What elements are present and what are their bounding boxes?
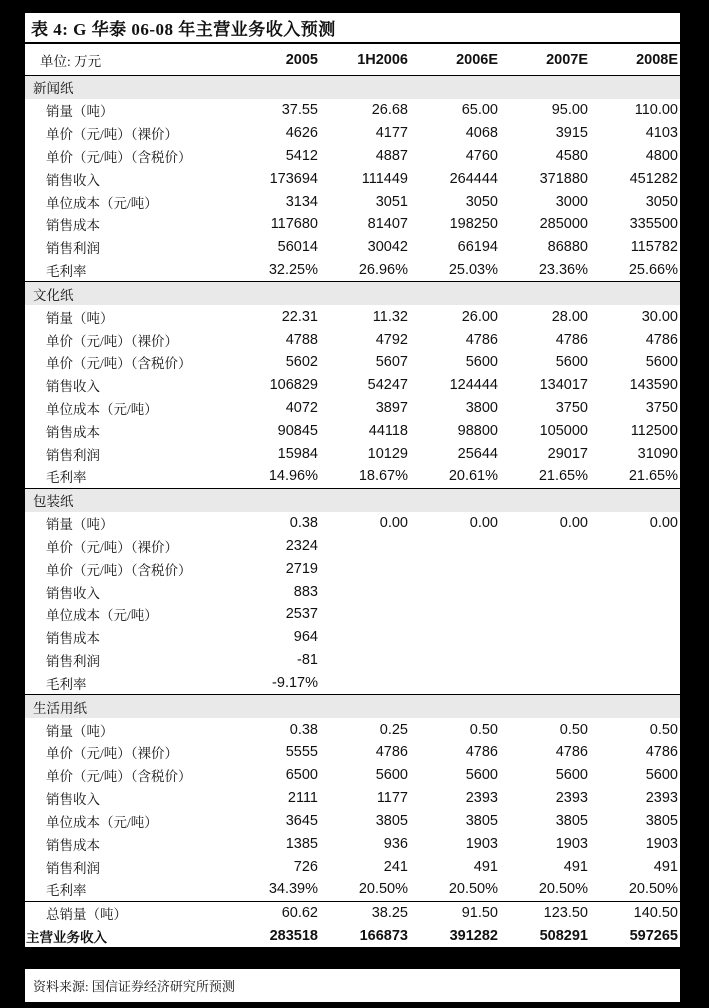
section-name: 包装纸 [25,488,680,511]
value-cell: 66194 [457,239,498,256]
row-label: 销售成本 [46,424,100,440]
table-row [25,580,680,603]
value-cell: 726 [293,858,318,875]
value-cell: 22.31 [281,308,318,325]
value-cell: 491 [473,858,498,875]
value-cell [320,535,410,558]
row-label: 单位成本（元/吨） [46,814,158,830]
value-cell: 4786 [465,331,498,348]
table-row [25,741,680,764]
row-label: 毛利率 [25,259,230,282]
value-cell [590,557,680,580]
value-cell: 32.25% [230,259,320,282]
value-cell: 1903 [465,835,498,852]
row-label: 单价（元/吨）（含税价） [46,562,192,578]
row-label: 销售利润 [46,241,100,257]
value-cell: 3645 [285,812,318,829]
section-header-row [25,695,680,718]
value-cell: 3805 [555,812,588,829]
value-cell: 4760 [465,147,498,164]
value-cell: 3050 [645,193,678,210]
value-cell: 4068 [465,125,498,142]
table-row [25,236,680,259]
value-cell: 111449 [361,170,408,187]
value-cell [590,535,680,558]
row-label: 毛利率 [25,465,230,488]
col-header-2007e: 2007E [500,44,590,76]
value-cell: 26.96% [320,259,410,282]
row-label: 销售收入 [46,792,100,808]
row-label: 销量（吨） [46,310,114,326]
value-cell: 3051 [375,193,408,210]
value-cell: 115782 [630,239,678,256]
value-cell: 20.61% [410,465,500,488]
table-row [25,672,680,695]
value-cell: 29017 [547,445,588,462]
value-cell: 4887 [375,147,408,164]
value-cell: 81407 [367,216,408,233]
table-row [25,419,680,442]
summary-value-cell: 508291 [539,928,588,945]
value-cell: 0.00 [379,515,408,532]
summary-label: 总销量（吨） [46,907,127,923]
value-cell: 21.65% [500,465,590,488]
value-cell: 1385 [285,835,318,852]
value-cell: 0.00 [469,515,498,532]
value-cell: 112500 [630,422,678,439]
value-cell: 18.67% [320,465,410,488]
value-cell: 4786 [555,744,588,761]
row-label: 销售收入 [46,585,100,601]
value-cell: 936 [383,835,408,852]
value-cell: 95.00 [551,102,588,119]
value-cell: 4626 [285,125,318,142]
value-cell: 65.00 [461,102,498,119]
value-cell: 4792 [375,331,408,348]
table-row [25,465,680,488]
value-cell: 2537 [285,606,318,623]
value-cell: 491 [563,858,588,875]
row-label: 单价（元/吨）（含税价） [46,769,192,785]
table-row [25,167,680,190]
summary-row [25,925,680,948]
value-cell: 5555 [285,744,318,761]
value-cell: 31090 [637,445,678,462]
value-cell: 5600 [465,354,498,371]
value-cell: 26.00 [461,308,498,325]
value-cell: 14.96% [230,465,320,488]
table-row [25,557,680,580]
value-cell: 44118 [368,422,408,439]
value-cell: 5600 [555,354,588,371]
value-cell: 37.55 [281,102,318,119]
value-cell [500,626,590,649]
value-cell [410,626,500,649]
value-cell [320,557,410,580]
value-cell: 5600 [645,767,678,784]
value-cell: 0.38 [289,515,318,532]
value-cell: 3134 [285,193,318,210]
row-label: 毛利率 [25,672,230,695]
value-cell: 1177 [376,790,408,807]
value-cell: 0.50 [559,721,588,738]
value-cell: 5600 [555,767,588,784]
value-cell [500,535,590,558]
row-label: 毛利率 [25,878,230,901]
value-cell: 20.50% [320,878,410,901]
value-cell: 6500 [285,767,318,784]
value-cell: 86880 [547,239,588,256]
value-cell: 4786 [645,331,678,348]
value-cell: 110.00 [634,102,678,119]
value-cell: 2393 [645,790,678,807]
value-cell [500,649,590,672]
section-header-row [25,488,680,511]
value-cell: 143590 [629,377,678,394]
row-label: 销售利润 [46,447,100,463]
value-cell: 3750 [555,400,588,416]
value-cell: 11.32 [372,308,408,325]
value-cell: 5412 [285,147,318,164]
row-label: 单价（元/吨）（含税价） [46,356,192,372]
value-cell: 117680 [270,216,318,233]
summary-value-cell: 38.25 [371,905,408,922]
value-cell: 0.00 [649,515,678,532]
value-cell [410,672,500,695]
value-cell: 0.38 [289,721,318,738]
value-cell: 335500 [629,216,678,233]
value-cell: 134017 [539,377,588,394]
table-row [25,190,680,213]
source-note [25,969,680,1002]
summary-value-cell: 283518 [269,928,318,945]
value-cell: 25.03% [410,259,500,282]
value-cell: 491 [653,858,678,875]
col-header-2006e: 2006E [410,44,500,76]
value-cell: 23.36% [500,259,590,282]
section-name: 新闻纸 [25,76,680,99]
value-cell: 371880 [539,170,588,187]
value-cell [590,672,680,695]
row-label: 单价（元/吨）（含税价） [46,149,192,165]
table-row [25,810,680,833]
value-cell: 26.68 [371,102,408,119]
summary-value-cell: 140.50 [633,905,678,922]
value-cell: 124444 [449,377,498,394]
value-cell: 4580 [555,147,588,164]
value-cell: 5600 [465,767,498,784]
row-label: 销售利润 [46,860,100,876]
table-row [25,764,680,787]
table-row [25,718,680,741]
report-table-card [25,13,680,947]
value-cell: 173694 [269,170,318,187]
row-label: 单位成本（元/吨） [46,195,158,211]
value-cell [500,603,590,626]
row-label: 销售成本 [46,631,100,647]
summary-label: 主营业务收入 [26,930,107,946]
table-row [25,535,680,558]
value-cell: 54247 [367,377,408,394]
value-cell: 3000 [555,193,588,210]
value-cell [590,580,680,603]
table-title-row [25,13,680,44]
value-cell: 264444 [449,170,498,187]
value-cell: 4800 [645,147,678,164]
value-cell: 5600 [375,767,408,784]
value-cell: 4786 [555,331,588,348]
value-cell [320,626,410,649]
table-row [25,512,680,535]
value-cell: -9.17% [230,672,320,695]
summary-value-cell: 597265 [629,928,678,945]
value-cell: 5607 [375,354,408,371]
value-cell: 4177 [375,125,408,142]
value-cell: 3050 [465,193,498,210]
col-header-2008e: 2008E [590,44,680,76]
table-row [25,374,680,397]
row-label: 单价（元/吨）（裸价） [46,539,179,555]
value-cell: 883 [293,583,318,600]
value-cell: 4103 [645,125,678,142]
table-row [25,397,680,420]
value-cell: 25644 [457,445,498,462]
value-cell: 0.00 [559,515,588,532]
value-cell [410,603,500,626]
row-label: 单价（元/吨）（裸价） [46,746,179,762]
table-row [25,351,680,374]
value-cell: 198250 [449,216,498,233]
value-cell: 2393 [465,790,498,807]
value-cell [320,649,410,672]
table-row [25,832,680,855]
value-cell: 34.39% [230,878,320,901]
value-cell: 0.25 [379,721,408,738]
value-cell: 5602 [285,354,318,371]
value-cell: 3897 [375,400,408,416]
row-label: 单位成本（元/吨） [46,402,158,417]
value-cell: 30.00 [641,308,678,325]
value-cell [500,580,590,603]
section-name: 生活用纸 [25,695,680,718]
row-label: 单价（元/吨）（裸价） [46,127,179,143]
value-cell: 964 [293,629,318,646]
section-header-row [25,282,680,305]
value-cell [410,557,500,580]
value-cell: 5600 [645,354,678,371]
row-label: 销售成本 [46,218,100,234]
row-label: 销售收入 [46,379,100,395]
value-cell: 20.50% [590,878,680,901]
value-cell: 4072 [285,400,318,416]
row-label: 销量（吨） [46,517,114,533]
value-cell: 2719 [285,560,318,577]
row-label: 销售成本 [46,837,100,853]
row-label: 销量（吨） [46,104,114,120]
value-cell: 15984 [277,445,318,462]
table-row [25,144,680,167]
summary-value-cell: 60.62 [281,905,318,922]
value-cell [590,626,680,649]
table-row [25,878,680,901]
row-label: 销售利润 [46,654,100,670]
value-cell: 285000 [539,216,588,233]
value-cell [590,603,680,626]
value-cell: 4786 [645,744,678,761]
table-row [25,442,680,465]
value-cell: 1903 [555,835,588,852]
unit-label: 单位: 万元 [25,44,230,76]
section-name: 文化纸 [25,282,680,305]
col-header-1h2006: 1H2006 [320,44,410,76]
value-cell: 4786 [465,744,498,761]
value-cell: 0.50 [469,721,498,738]
value-cell: 10129 [367,445,408,462]
value-cell: 20.50% [410,878,500,901]
table-row [25,213,680,236]
value-cell: 2324 [285,537,318,554]
summary-value-cell: 391282 [449,928,498,945]
value-cell: 105000 [539,422,588,439]
value-cell: 3750 [645,400,678,416]
summary-value-cell: 123.50 [543,905,588,922]
value-cell: 1903 [645,835,678,852]
table-row [25,305,680,328]
table-row [25,626,680,649]
value-cell [410,649,500,672]
row-label: 单位成本（元/吨） [46,608,158,624]
value-cell: 98800 [457,422,498,439]
value-cell: 3805 [375,812,408,829]
value-cell: 4788 [285,331,318,348]
value-cell [410,580,500,603]
table-row [25,99,680,122]
value-cell: 21.65% [590,465,680,488]
value-cell: 3915 [555,125,588,142]
row-label: 单价（元/吨）（裸价） [46,333,179,349]
col-header-2005: 2005 [230,44,320,76]
value-cell: 0.50 [649,721,678,738]
value-cell: 3805 [645,812,678,829]
value-cell [320,603,410,626]
value-cell: 28.00 [551,308,588,325]
value-cell [410,535,500,558]
source-text: 资料来源: 国信证券经济研究所预测 [33,979,235,994]
value-cell: 4786 [375,744,408,761]
value-cell [500,672,590,695]
value-cell: 3800 [465,400,498,416]
row-label: 销售收入 [46,172,100,188]
value-cell: 30042 [367,239,408,256]
summary-value-cell: 166873 [359,928,408,945]
summary-row [25,901,680,924]
value-cell: 2393 [555,790,588,807]
value-cell [590,649,680,672]
value-cell: 3805 [465,812,498,829]
value-cell: 451282 [629,170,678,187]
value-cell: 90845 [277,422,318,439]
value-cell [320,672,410,695]
table-row [25,122,680,145]
table-title: 表 4: G 华泰 06-08 年主营业务收入预测 [31,20,336,39]
row-label: 销量（吨） [46,723,114,739]
value-cell [320,580,410,603]
value-cell: 20.50% [500,878,590,901]
value-cell: 241 [383,858,408,875]
table-row [25,328,680,351]
value-cell: 56014 [277,239,318,256]
value-cell: -81 [297,652,318,669]
value-cell: 106829 [269,377,318,394]
table-row [25,603,680,626]
section-header-row [25,76,680,99]
table-row [25,855,680,878]
value-cell: 2111 [287,790,318,807]
revenue-forecast-table [25,44,680,947]
table-row [25,787,680,810]
table-row [25,649,680,672]
value-cell [500,557,590,580]
summary-value-cell: 91.50 [461,905,498,922]
column-header-row [25,44,680,76]
table-row [25,259,680,282]
value-cell: 25.66% [590,259,680,282]
